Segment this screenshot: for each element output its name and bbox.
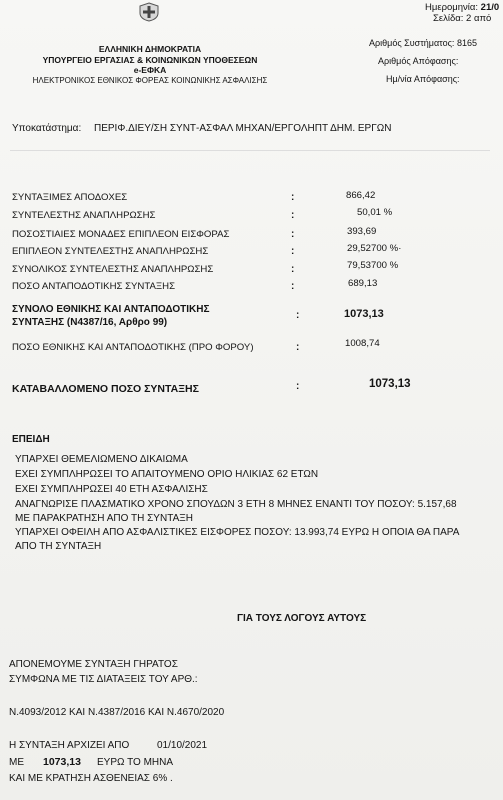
- health-deduction: ΚΑΙ ΜΕ ΚΡΑΤΗΣΗ ΑΣΘΕΝΕΙΑΣ 6% .: [9, 773, 173, 784]
- row-extra-rate-value: 29,52700 %·: [347, 243, 402, 254]
- branch-value: ΠΕΡΙΦ.ΔΙΕΥ/ΣΗ ΣΥΝΤ-ΑΣΦΑΛ ΜΗΧΑΝ/ΕΡΓΟΛΗΠΤ ΔΗΜ. ΕΡΓΩΝ: [94, 123, 392, 134]
- pretax-value: 1008,74: [345, 338, 380, 349]
- date-label: Ημερομηνία:: [425, 2, 479, 13]
- total-value: 1073,13: [344, 308, 384, 320]
- whereas-item: ΕΧΕΙ ΣΥΜΠΛΗΡΩΣΕΙ 40 ΕΤΗ ΑΣΦΑΛΙΣΗΣ: [15, 484, 208, 495]
- row-colon: :: [291, 264, 295, 275]
- award-laws: Ν.4093/2012 ΚΑΙ Ν.4387/2016 ΚΑΙ Ν.4670/2020: [9, 707, 225, 718]
- page-number: Σελίδα: 2 από: [433, 13, 492, 24]
- row-replacement-rate-label: ΣΥΝΤΕΛΕΣΤΗΣ ΑΝΑΠΛΗΡΩΣΗΣ: [12, 210, 156, 221]
- system-number: Αριθμός Συστήματος: 8165: [369, 38, 477, 48]
- row-colon: :: [291, 210, 295, 221]
- row-extra-rate-label: ΕΠΙΠΛΕΟΝ ΣΥΝΤΕΛΕΣΤΗΣ ΑΝΑΠΛΗΡΩΣΗΣ: [12, 246, 209, 257]
- row-total-rate-label: ΣΥΝΟΛΙΚΟΣ ΣΥΝΤΕΛΕΣΤΗΣ ΑΝΑΠΛΗΡΩΣΗΣ: [12, 264, 214, 275]
- paid-label: ΚΑΤΑΒΑΛΛΟΜΕΝΟ ΠΟΣΟ ΣΥΝΤΑΞΗΣ: [12, 383, 199, 395]
- pretax-label: ΠΟΣΟ ΕΘΝΙΚΗΣ ΚΑΙ ΑΝΤΑΠΟΔΟΤΙΚΗΣ (ΠΡΟ ΦΟΡΟΥ): [12, 342, 254, 353]
- date-value: 21/0: [480, 2, 500, 13]
- total-label-line1: ΣΥΝΟΛΟ ΕΘΝΙΚΗΣ ΚΑΙ ΑΝΤΑΠΟΔΟΤΙΚΗΣ: [12, 304, 210, 315]
- republic-title: ΕΛΛΗΝΙΚΗ ΔΗΜΟΚΡΑΤΙΑ: [98, 44, 202, 54]
- agency-full-title: ΗΛΕΚΤΡΟΝΙΚΟΣ ΕΘΝΙΚΟΣ ΦΟΡΕΑΣ ΚΟΙΝΩΝΙΚΗΣ ΑΣΦΑΛΙΣΗΣ: [32, 75, 268, 85]
- divider: [10, 150, 490, 151]
- row-pensionable-earnings-label: ΣΥΝΤΑΞΙΜΕΣ ΑΠΟΔΟΧΕΣ: [12, 192, 128, 203]
- whereas-item: ΕΧΕΙ ΣΥΜΠΛΗΡΩΣΕΙ ΤΟ ΑΠΑΙΤΟΥΜΕΝΟ ΟΡΙΟ ΗΛΙΚΙΑΣ 62 ΕΤΩΝ: [15, 469, 319, 480]
- whereas-item: ΥΠΑΡΧΕΙ ΘΕΜΕΛΙΩΜΕΝΟ ΔΙΚΑΙΩΜΑ: [15, 454, 188, 465]
- start-label: Η ΣΥΝΤΑΞΗ ΑΡΧΙΖΕΙ ΑΠΟ: [9, 740, 130, 751]
- paid-value: 1073,13: [369, 378, 411, 390]
- whereas-heading: ΕΠΕΙΔΗ: [12, 434, 50, 445]
- reasons-heading: ΓΙΑ ΤΟΥΣ ΛΟΓΟΥΣ ΑΥΤΟΥΣ: [237, 613, 367, 624]
- row-pensionable-earnings-value: 866,42: [346, 190, 376, 201]
- whereas-item: ΜΕ ΠΑΡΑΚΡΑΤΗΣΗ ΑΠΟ ΤΗ ΣΥΝΤΑΞΗ: [15, 513, 193, 524]
- decision-date-label: Ημ/νία Απόφασης:: [386, 74, 460, 84]
- header-block: [0, 44, 300, 86]
- decision-number-label: Αριθμός Απόφασης:: [378, 56, 459, 66]
- row-contributory-amount-value: 689,13: [348, 278, 378, 289]
- award-line1: ΑΠΟΝΕΜΟΥΜΕ ΣΥΝΤΑΞΗ ΓΗΡΑΤΟΣ: [9, 659, 178, 670]
- row-extra-units-value: 393,69: [347, 226, 377, 237]
- whereas-item: ΥΠΑΡΧΕΙ ΟΦΕΙΛΗ ΑΠΟ ΑΣΦΑΛΙΣΤΙΚΕΣ ΕΙΣΦΟΡΕΣ ΠΟΣΟΥ: 13.993,74 ΕΥΡΩ Η ΟΠΟΙΑ ΘΑ ΠΑΡΑ: [15, 527, 460, 538]
- row-colon: :: [291, 192, 295, 203]
- start-date: 01/10/2021: [157, 740, 208, 751]
- with-label: ΜΕ: [9, 757, 24, 768]
- whereas-item: ΑΝΑΓΝΩΡΙΣΕ ΠΛΑΣΜΑΤΙΚΟ ΧΡΟΝΟ ΣΠΟΥΔΩΝ 3 ΕΤΗ 8 ΜΗΝΕΣ ΕΝΑΝΤΙ ΤΟΥ ΠΟΣΟΥ: 5.157,68: [15, 499, 457, 510]
- agency-title: e-ΕΦΚΑ: [133, 65, 167, 75]
- whereas-item: ΑΠΟ ΤΗ ΣΥΝΤΑΞΗ: [15, 541, 102, 552]
- per-month-label: ΕΥΡΩ ΤΟ ΜΗΝΑ: [97, 757, 174, 768]
- ministry-title: ΥΠΟΥΡΓΕΙΟ ΕΡΓΑΣΙΑΣ & ΚΟΙΝΩΝΙΚΩΝ ΥΠΟΘΕΣΕΩΝ: [42, 54, 258, 65]
- row-total-rate-value: 79,53700 %: [347, 260, 399, 271]
- paid-colon: :: [296, 381, 300, 392]
- award-line2: ΣΥΜΦΩΝΑ ΜΕ ΤΙΣ ΔΙΑΤΑΞΕΙΣ ΤΟΥ ΑΡΘ.:: [9, 674, 198, 685]
- total-label-line2: ΣΥΝΤΑΞΗΣ (Ν4387/16, Αρθρο 99): [12, 317, 168, 328]
- total-colon: :: [296, 310, 300, 321]
- pretax-colon: :: [296, 342, 300, 353]
- greek-crest-icon: [138, 2, 160, 22]
- row-colon: :: [291, 246, 295, 257]
- row-contributory-amount-label: ΠΟΣΟ ΑΝΤΑΠΟΔΟΤΙΚΗΣ ΣΥΝΤΑΞΗΣ: [12, 281, 175, 292]
- row-replacement-rate-value: 50,01 %: [357, 207, 393, 218]
- branch-label: Υποκατάστημα:: [12, 123, 82, 134]
- row-colon: :: [291, 281, 295, 292]
- row-colon: :: [291, 229, 295, 240]
- monthly-amount: 1073,13: [43, 756, 81, 768]
- date-line: [425, 2, 499, 13]
- row-extra-units-label: ΠΟΣΟΣΤΙΑΙΕΣ ΜΟΝΑΔΕΣ ΕΠΙΠΛΕΟΝ ΕΙΣΦΟΡΑΣ: [12, 229, 230, 240]
